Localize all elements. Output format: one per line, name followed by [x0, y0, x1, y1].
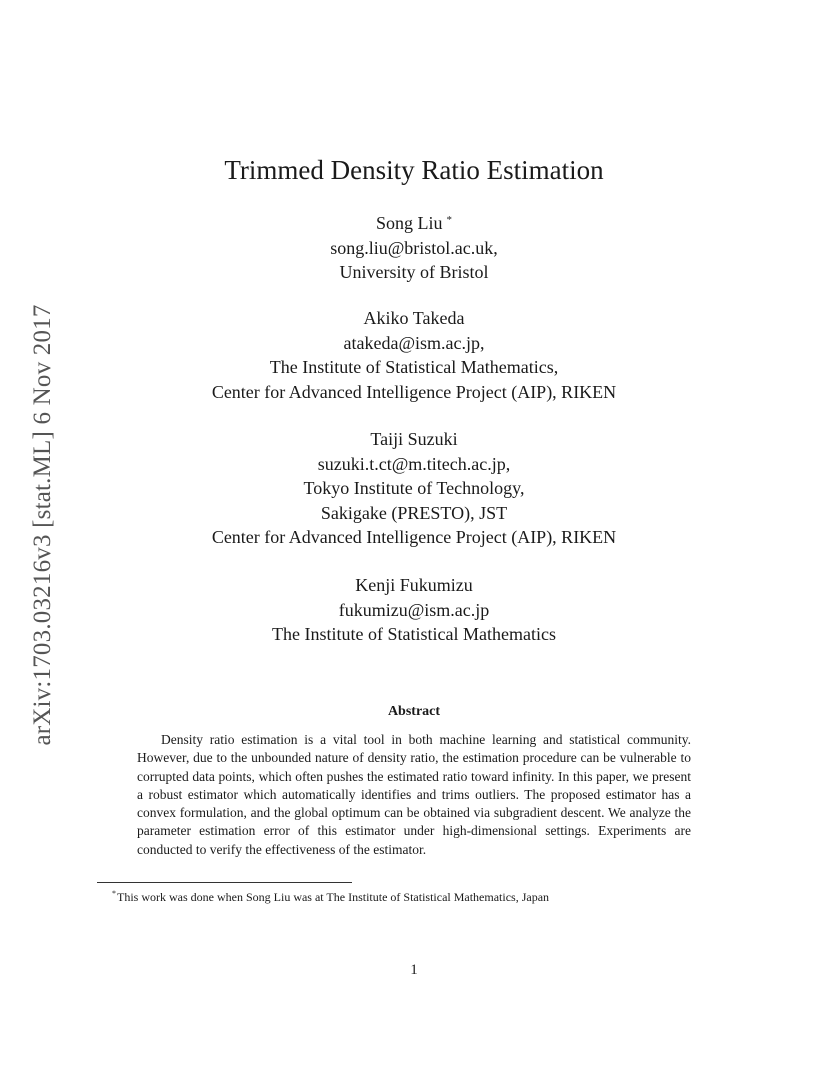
- author-affiliation: The Institute of Statistical Mathematics,: [269, 357, 559, 377]
- author-block-taiji-suzuki: [0, 427, 828, 550]
- paper-title: Trimmed Density Ratio Estimation: [224, 155, 604, 185]
- author-email: fukumizu@ism.ac.jp: [338, 599, 490, 620]
- author-name: Song Liu: [375, 213, 443, 233]
- author-name: Akiko Takeda: [363, 308, 465, 328]
- author-email: atakeda@ism.ac.jp,: [343, 332, 485, 353]
- abstract-heading: Abstract: [387, 704, 441, 719]
- author-affiliation: Center for Advanced Intelligence Project (AIP), RIKEN: [211, 527, 617, 547]
- author-name: Kenji Fukumizu: [355, 575, 473, 595]
- footnote: [112, 886, 549, 905]
- footnote-mark: *: [112, 889, 116, 898]
- author-block-akiko-takeda: [0, 306, 828, 404]
- author-name-line: [0, 208, 828, 236]
- author-affiliation: Center for Advanced Intelligence Project (AIP), RIKEN: [211, 381, 617, 402]
- author-block-song-liu: [0, 208, 828, 285]
- author-affiliation: University of Bristol: [339, 262, 489, 282]
- author-block-kenji-fukumizu: [0, 573, 828, 647]
- page-number: 1: [410, 962, 418, 978]
- footnote-text: This work was done when Song Liu was at The Institute of Statistical Mathematics, Japan: [117, 890, 550, 904]
- author-affiliation: Tokyo Institute of Technology,: [303, 478, 525, 498]
- author-affiliation: The Institute of Statistical Mathematics: [272, 624, 556, 644]
- author-note-mark: *: [446, 214, 452, 226]
- author-name: Taiji Suzuki: [370, 429, 458, 449]
- footnote-rule: [97, 882, 352, 883]
- abstract-body: Density ratio estimation is a vital tool in both machine learning and statistical community. However, due to the unbounded nature of density ratio, the estimation procedure can be vulnerable to corrupted data points, which often pushes the estimated ratio toward infinity. In this paper, we present a robust estimator which automatically identifies and trims outliers. The proposed estimator has a convex formulation, and the global optimum can be obtained via subgradient descent. We analyze the parameter estimation error of this estimator under high-dimensional settings. Experiments are conducted to verify the effectiveness of the estimator.: [137, 732, 691, 857]
- arxiv-identifier: arXiv:1703.03216v3 [stat.ML] 6 Nov 2017: [29, 304, 56, 746]
- author-affiliation: Sakigake (PRESTO), JST: [320, 502, 508, 523]
- author-email: song.liu@bristol.ac.uk,: [330, 237, 498, 258]
- author-email: suzuki.t.ct@m.titech.ac.jp,: [317, 453, 511, 474]
